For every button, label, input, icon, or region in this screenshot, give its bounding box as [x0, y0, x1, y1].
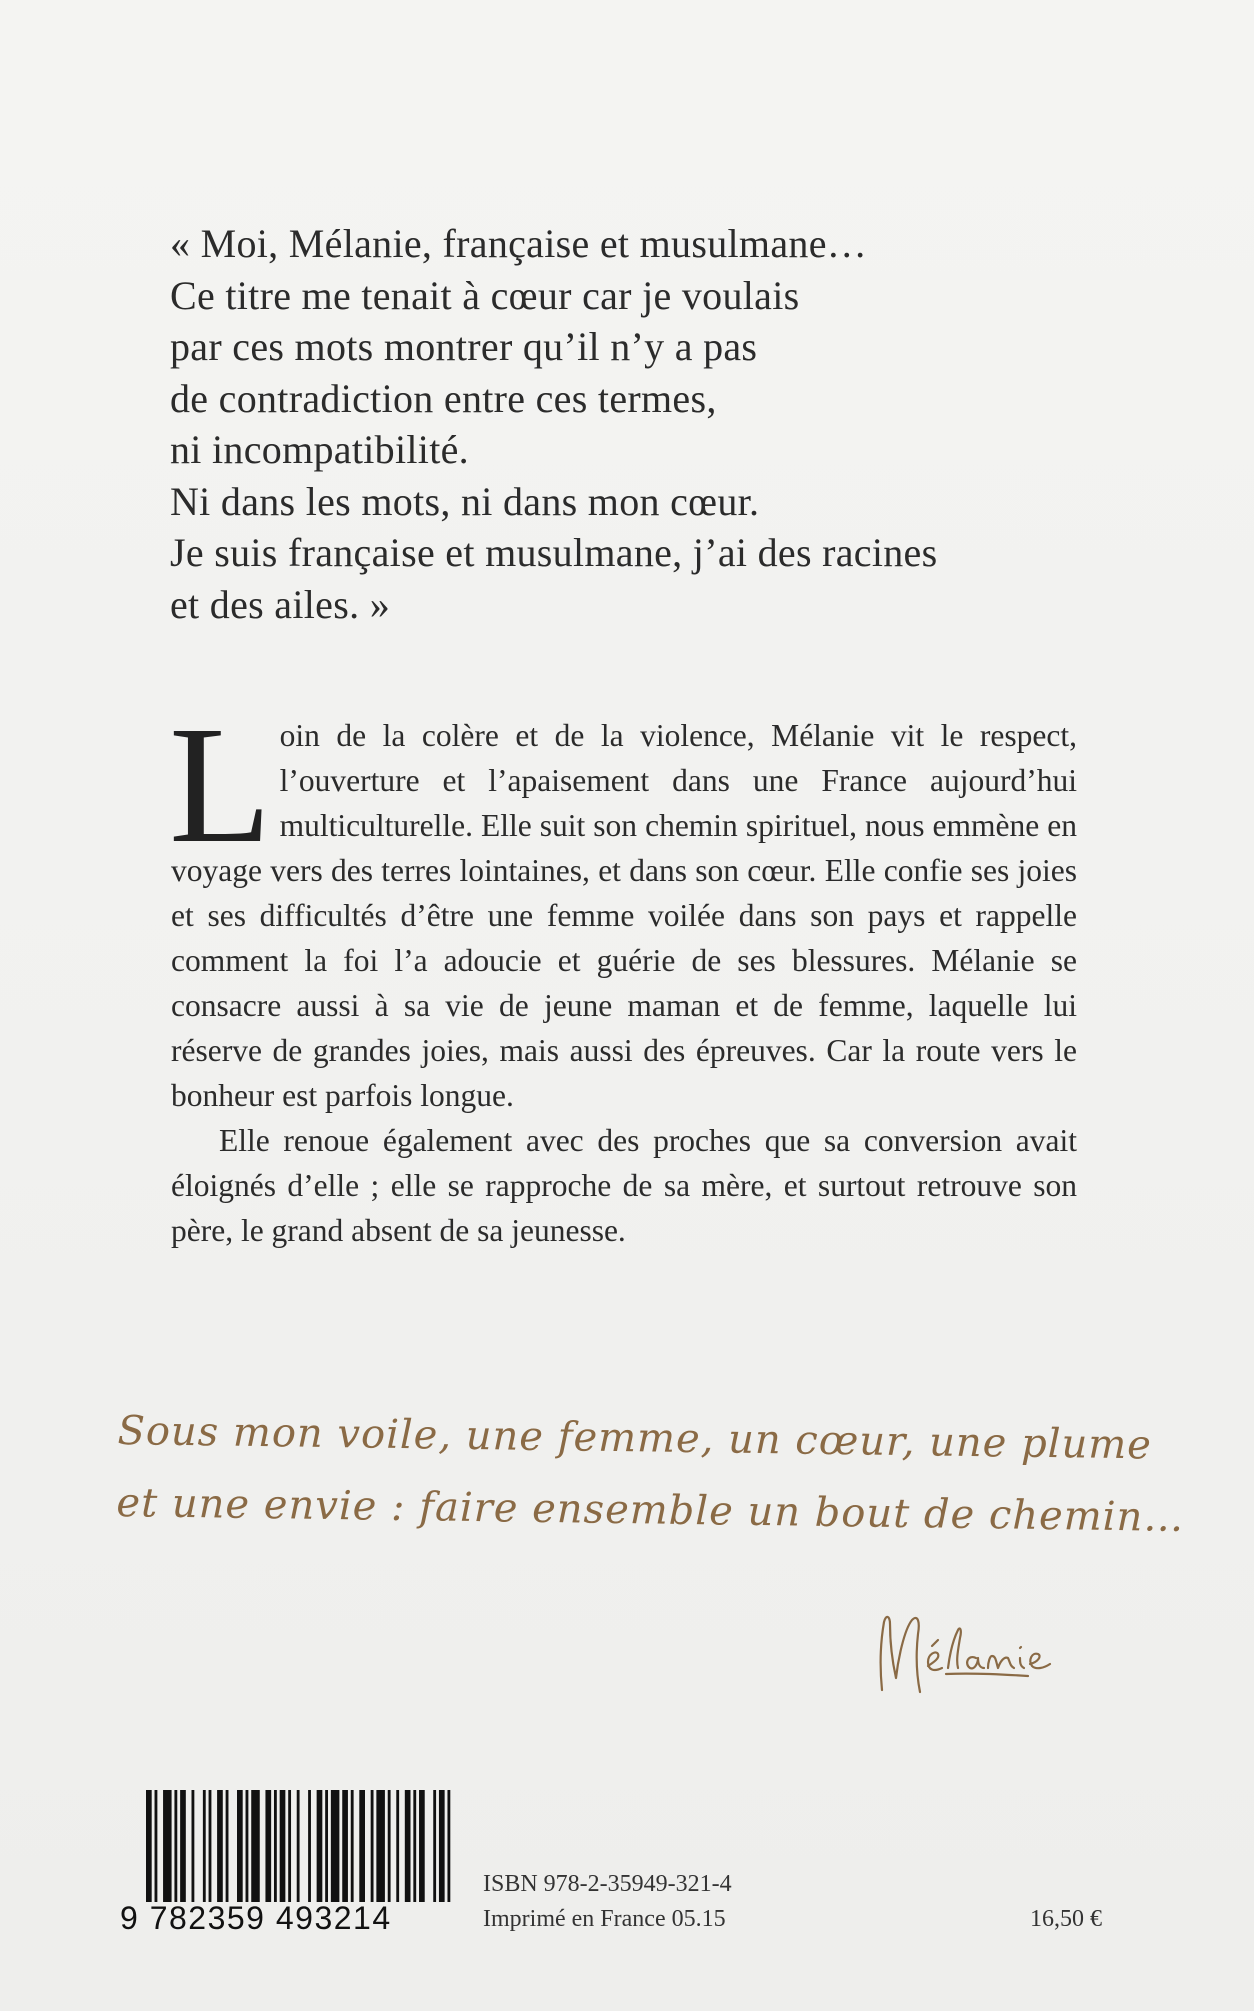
barcode-bar	[274, 1790, 277, 1902]
barcode-digits: 9 782359 493214	[120, 1900, 392, 1936]
barcode-bar	[209, 1790, 212, 1902]
barcode-bar	[325, 1790, 328, 1902]
barcode-bar	[180, 1790, 186, 1902]
barcode	[120, 1790, 460, 1940]
barcode-bar	[226, 1790, 229, 1902]
blurb-paragraph-1	[169, 692, 1077, 1118]
quote-line: par ces mots montrer qu’il n’y a pas	[170, 324, 758, 369]
quote-line: ni incompatibilité.	[170, 427, 469, 472]
isbn: ISBN 978-2-35949-321-4	[483, 1871, 732, 1897]
barcode-bar	[280, 1790, 286, 1902]
barcode-bar	[297, 1790, 300, 1902]
handwritten-line-2: et une envie : faire ensemble un bout de chemin…	[116, 1479, 1185, 1541]
barcode-bar	[371, 1790, 374, 1902]
quote-line: Ce titre me tenait à cœur car je voulais	[170, 272, 800, 318]
barcode-bar	[203, 1790, 206, 1902]
blurb-paragraph-1-text: oin de la colère et de la violence, Mélanie vit le respect, l’ouverture et l’apaisement dans une France aujourd’hui multiculturelle. Elle suit son chemin spirituel, nous emmène en voyage vers des terres lointaines, et dans son cœur. Elle confie ses joies et ses difficultés d’être une femme voilée dans son pays et rappelle comment la foi l’a adoucie et guérie de ses blessures. Mélanie se consacre aussi à sa vie de jeune maman et de femme, laquelle lui réserve de grandes joies, mais aussi des épreuves. Car la route vers le bonheur est parfois longue.	[171, 718, 1077, 1113]
barcode-bar	[405, 1790, 411, 1902]
handwritten-line-1: Sous mon voile, une femme, un cœur, une plume	[117, 1407, 1153, 1469]
drop-cap: L	[169, 692, 272, 878]
barcode-bar	[217, 1790, 223, 1902]
barcode-bar	[308, 1790, 311, 1902]
barcode-bar	[265, 1790, 271, 1902]
blurb	[169, 692, 1077, 1253]
barcode-bar	[237, 1790, 243, 1902]
barcode-bar	[174, 1790, 177, 1902]
barcode-bar	[155, 1790, 158, 1902]
quote-line: Ni dans les mots, ni dans mon cœur.	[170, 478, 760, 524]
barcode-bar	[251, 1790, 260, 1902]
barcode-bar	[396, 1790, 399, 1902]
barcode-bar	[413, 1790, 416, 1902]
barcode-bar	[419, 1790, 425, 1902]
barcode-bar	[439, 1790, 445, 1902]
quote-line: de contradiction entre ces termes,	[170, 375, 717, 421]
barcode-bar	[163, 1790, 172, 1902]
barcode-bars	[146, 1790, 456, 1902]
barcode-bar	[317, 1790, 323, 1902]
barcode-bar	[146, 1790, 152, 1902]
blurb-paragraph-2: Elle renoue également avec des proches que sa conversion avait éloignés d’elle ; elle se rapproche de sa mère, et surtout retrouve son père, le grand absent de sa jeunesse.	[171, 1123, 1077, 1248]
barcode-bar	[288, 1790, 291, 1902]
signature	[868, 1600, 1088, 1710]
barcode-bar	[246, 1790, 249, 1902]
barcode-bar	[433, 1790, 436, 1902]
quote-line: « Moi, Mélanie, française et musulmane…	[170, 221, 868, 266]
printing-info: Imprimé en France 05.15	[483, 1906, 726, 1932]
barcode-bar	[342, 1790, 348, 1902]
price: 16,50 €	[1030, 1906, 1102, 1932]
barcode-bar	[376, 1790, 385, 1902]
handwritten-dedication	[116, 1395, 1185, 1554]
quote-line: et des ailes. »	[170, 581, 390, 627]
quote-line: Je suis française et musulmane, j’ai des racines	[170, 530, 938, 575]
barcode-bar	[388, 1790, 391, 1902]
barcode-bar	[351, 1790, 354, 1902]
barcode-bar	[192, 1790, 195, 1902]
barcode-bar	[359, 1790, 365, 1902]
barcode-bar	[331, 1790, 340, 1902]
barcode-bar	[447, 1790, 450, 1902]
cover-quote	[170, 218, 1170, 630]
